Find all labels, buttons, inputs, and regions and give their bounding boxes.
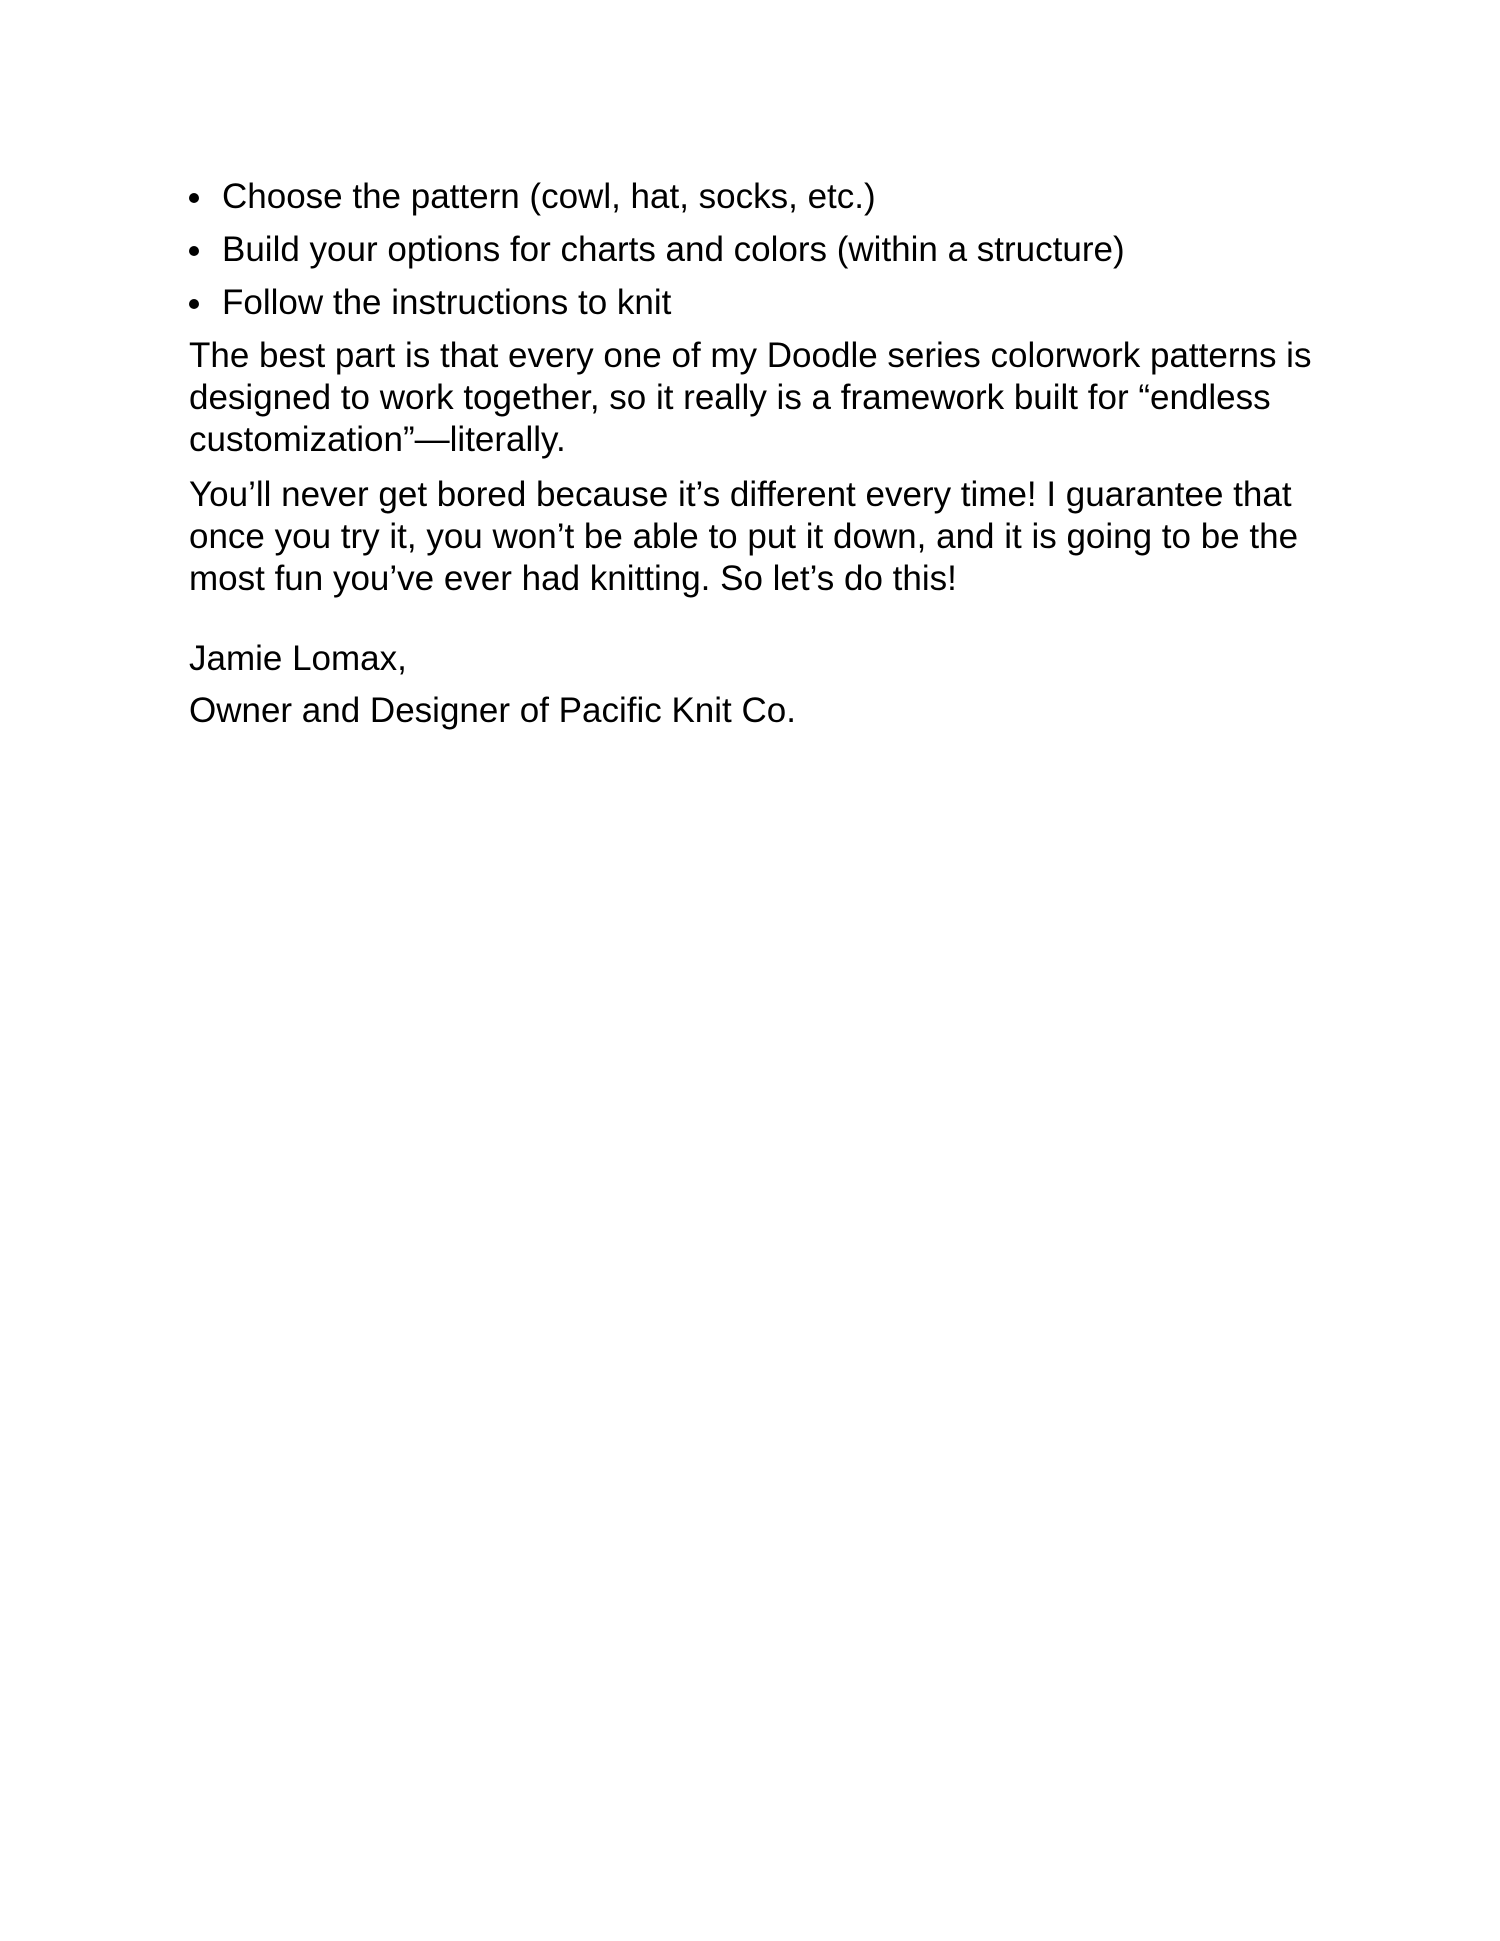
steps-list: [189, 176, 1339, 324]
paragraph-guarantee: You’ll never get bored because it’s different every time! I guarantee that once you try it, you won’t be able to put it down, and it is going to be the most fun you’ve ever had knitting. So let’s do this!: [189, 475, 1299, 598]
bullet-icon: [189, 299, 199, 309]
signature-name: Jamie Lomax,: [189, 639, 407, 678]
list-item-text: Build your options for charts and colors (within a structure): [222, 230, 1125, 269]
letter-body: [189, 176, 1339, 732]
list-item: [189, 176, 1339, 218]
bullet-icon: [189, 193, 199, 203]
list-item: [189, 229, 1339, 271]
list-item-text: Follow the instructions to knit: [222, 283, 672, 322]
list-item: [189, 282, 1339, 324]
bullet-icon: [189, 246, 199, 256]
paragraph-framework: The best part is that every one of my Doodle series colorwork patterns is designed to work together, so it really is a framework built for “endless customization”—literally.: [189, 336, 1312, 459]
list-item-text: Choose the pattern (cowl, hat, socks, etc.): [222, 177, 876, 216]
signature-title: Owner and Designer of Pacific Knit Co.: [189, 691, 796, 730]
